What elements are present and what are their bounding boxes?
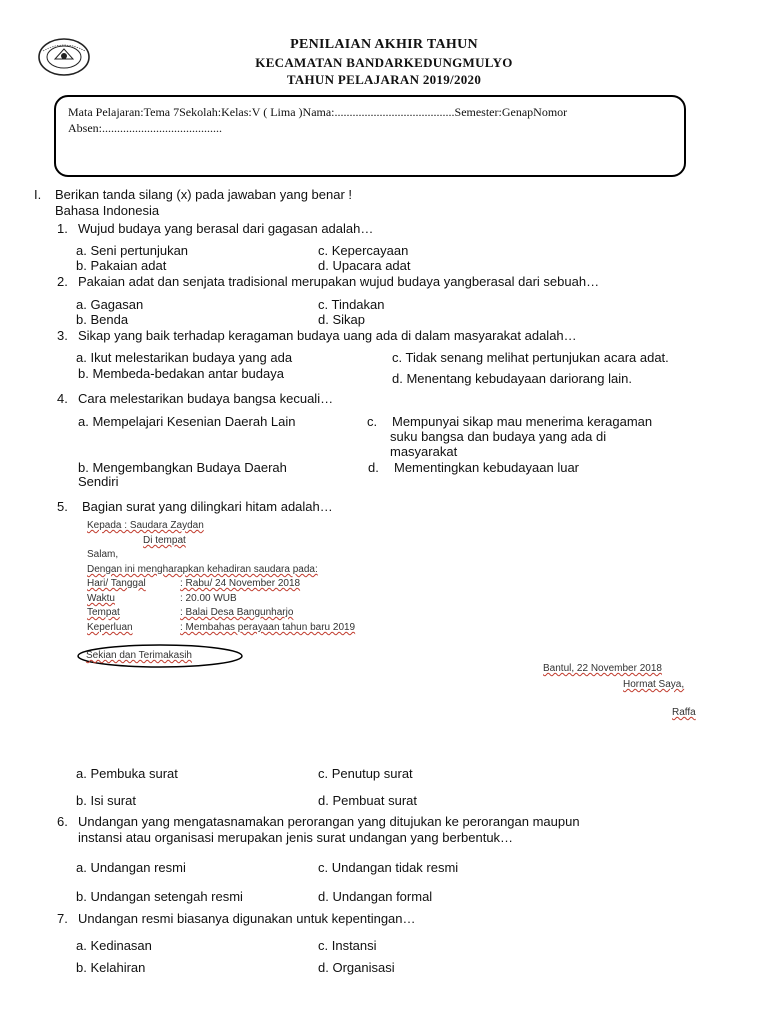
option-b[interactable]: b. Mengembangkan Budaya Daerah [78, 460, 287, 475]
question-number: 2. [57, 274, 68, 289]
option-c-letter[interactable]: c. [367, 414, 378, 429]
question-text: Wujud budaya yang berasal dari gagasan adalah… [78, 221, 374, 236]
option-b[interactable]: b. Isi surat [76, 793, 136, 808]
letter-purpose-value: : Membahas perayaan tahun baru 2019 [180, 622, 356, 633]
letter-regards: Hormat Saya, [623, 679, 685, 690]
letter-sender: Raffa [672, 707, 696, 718]
question-text-continued: instansi atau organisasi merupakan jenis surat undangan yang berbentuk… [78, 830, 514, 845]
option-a[interactable]: a. Mempelajari Kesenian Daerah Lain [78, 414, 296, 429]
option-c-continued: suku bangsa dan budaya yang ada di [390, 429, 607, 444]
option-d[interactable]: d. Upacara adat [318, 258, 411, 273]
question-number: 4. [57, 391, 68, 406]
option-d[interactable]: Mementingkan kebudayaan luar [394, 460, 580, 475]
letter-intro: Dengan ini mengharapkan kehadiran saudara pada: [87, 564, 318, 575]
letter-recipient: Kepada : Saudara Zaydan [87, 520, 204, 531]
option-a[interactable]: a. Kedinasan [76, 938, 152, 953]
option-d[interactable]: d. Menentang kebudayaan dariorang lain. [392, 371, 632, 386]
question-text: Undangan resmi biasanya digunakan untuk kepentingan… [78, 911, 416, 926]
letter-time-label: Waktu [87, 593, 115, 604]
section-subject: Bahasa Indonesia [55, 203, 160, 218]
option-b-continued: Sendiri [78, 474, 119, 489]
option-d[interactable]: d. Undangan formal [318, 889, 433, 904]
letter-date: Bantul, 22 November 2018 [543, 663, 662, 674]
letter-time-value: : 20.00 WUB [180, 593, 237, 604]
option-b[interactable]: b. Kelahiran [76, 960, 146, 975]
option-d-letter[interactable]: d. [368, 460, 379, 475]
section-number: I. [34, 187, 42, 202]
option-a[interactable]: a. Gagasan [76, 297, 144, 312]
question-number: 3. [57, 328, 68, 343]
question-text: Sikap yang baik terhadap keragaman budaya uang ada di dalam masyarakat adalah… [78, 328, 577, 343]
header-district: KECAMATAN BANDARKEDUNGMULYO [255, 55, 513, 70]
option-a[interactable]: a. Undangan resmi [76, 860, 186, 875]
question-text: Cara melestarikan budaya bangsa kecuali… [78, 391, 334, 406]
page-title: PENILAIAN AKHIR TAHUN [290, 37, 478, 52]
letter-greeting: Salam, [87, 549, 119, 560]
letter-closing: Sekian dan Terimakasih [86, 650, 192, 661]
option-c[interactable]: c. Instansi [318, 938, 377, 953]
question-number: 6. [57, 814, 68, 829]
option-c-continued: masyarakat [390, 444, 458, 459]
letter-day-value: : Rabu/ 24 November 2018 [180, 578, 301, 589]
question-text: Undangan yang mengatasnamakan perorangan yang ditujukan ke perorangan maupun [78, 814, 580, 829]
option-b[interactable]: b. Benda [76, 312, 129, 327]
letter-day-label: Hari/ Tanggal [87, 578, 146, 589]
option-d[interactable]: d. Organisasi [318, 960, 395, 975]
option-d[interactable]: d. Sikap [318, 312, 365, 327]
question-number: 1. [57, 221, 68, 236]
question-text: Pakaian adat dan senjata tradisional merupakan wujud budaya yangberasal dari sebuah… [78, 274, 600, 289]
option-c[interactable]: c. Tidak senang melihat pertunjukan acara adat. [392, 350, 669, 365]
letter-venue-value: : Balai Desa Bangunharjo [180, 607, 294, 618]
student-info-text: Mata Pelajaran:Tema 7Sekolah:Kelas:V ( Lima )Nama:........................................Semester:GenapNomor Absen:........................................ [68, 105, 568, 135]
letter-purpose-label: Keperluan [87, 622, 133, 633]
letter-place: Di tempat [143, 535, 186, 546]
option-b[interactable]: b. Membeda-bedakan antar budaya [78, 366, 284, 381]
question-number: 7. [57, 911, 68, 926]
question-text: Bagian surat yang dilingkari hitam adalah… [82, 499, 333, 514]
option-c[interactable]: c. Tindakan [318, 297, 385, 312]
option-b[interactable]: b. Undangan setengah resmi [76, 889, 243, 904]
option-c[interactable]: Mempunyai sikap mau menerima keragaman [392, 414, 653, 429]
option-a[interactable]: a. Pembuka surat [76, 766, 178, 781]
header-year: TAHUN PELAJARAN 2019/2020 [286, 72, 482, 87]
option-b[interactable]: b. Pakaian adat [76, 258, 167, 273]
option-a[interactable]: a. Ikut melestarikan budaya yang ada [76, 350, 293, 365]
letter-venue-label: Tempat [87, 607, 120, 618]
option-d[interactable]: d. Pembuat surat [318, 793, 417, 808]
section-instruction: Berikan tanda silang (x) pada jawaban yang benar ! [55, 187, 353, 202]
option-c[interactable]: c. Penutup surat [318, 766, 413, 781]
option-a[interactable]: a. Seni pertunjukan [76, 243, 189, 258]
option-c[interactable]: c. Kepercayaan [318, 243, 409, 258]
question-number: 5. [57, 499, 68, 514]
option-c[interactable]: c. Undangan tidak resmi [318, 860, 459, 875]
